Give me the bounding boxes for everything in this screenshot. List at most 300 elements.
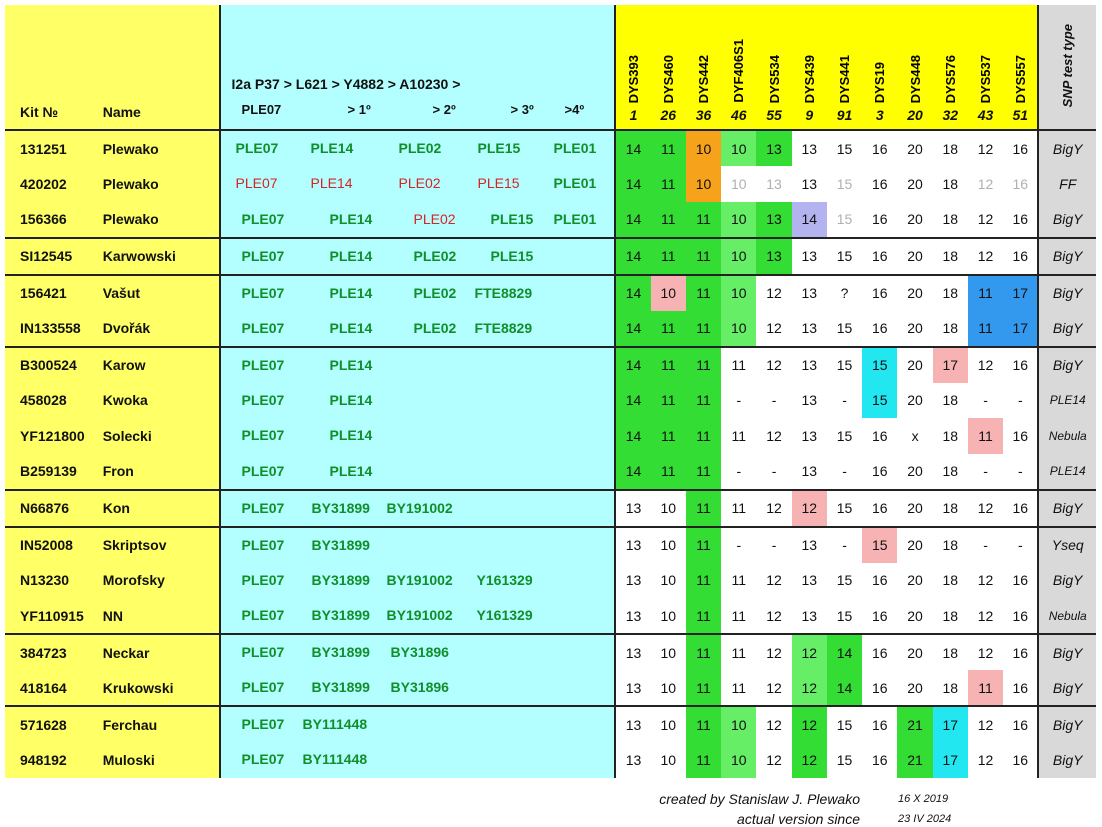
marker-mutation-rank: 9 <box>805 107 814 123</box>
str-value: 18 <box>942 427 959 444</box>
table-row <box>5 202 1096 238</box>
table-row <box>5 527 1096 563</box>
str-value: 11 <box>651 383 686 419</box>
snp-path <box>220 598 616 634</box>
str-value: 11 <box>686 598 721 634</box>
str-value: 13 <box>801 463 818 479</box>
snp-label: PLE07 <box>241 462 285 479</box>
str-value: 11 <box>731 679 747 696</box>
snp-label: BY31896 <box>390 644 449 660</box>
level-label-2: > 2º <box>432 102 456 117</box>
str-value: 16 <box>862 275 897 311</box>
str-value: 20 <box>907 463 923 479</box>
snp-label: PLE14 <box>329 391 373 408</box>
str-value: 13 <box>801 607 818 624</box>
table-row <box>5 275 1096 311</box>
str-value: 13 <box>801 427 818 444</box>
str-value: 20 <box>897 527 932 563</box>
str-value: 12 <box>977 751 994 768</box>
snp-label: PLE07 <box>241 644 285 660</box>
table-row <box>5 418 1096 454</box>
str-value: 16 <box>862 490 897 527</box>
snp-label: BY31899 <box>311 499 370 516</box>
str-value: x <box>911 427 919 444</box>
str-value: 16 <box>1003 347 1038 383</box>
str-value: 12 <box>766 320 782 336</box>
str-value: 12 <box>792 634 827 670</box>
str-value: 15 <box>862 383 897 419</box>
str-value: 10 <box>721 311 756 347</box>
snp-path <box>220 418 616 454</box>
str-value: 16 <box>872 607 888 624</box>
str-value: 17 <box>1003 275 1038 311</box>
marker-header-7 <box>862 5 897 130</box>
created-date: 16 X 2019 <box>898 793 949 805</box>
str-value: 17 <box>1003 311 1038 347</box>
str-value: 20 <box>897 490 932 527</box>
str-value: 20 <box>907 679 923 696</box>
snp-test-type-label: SNP test type <box>1060 23 1076 108</box>
str-value: 13 <box>801 572 818 589</box>
str-value: 12 <box>756 275 791 311</box>
snp-label: Y161329 <box>476 571 533 588</box>
marker-mutation-rank: 46 <box>731 107 747 123</box>
str-value: 16 <box>1003 706 1038 742</box>
snp-test-type: BigY <box>1038 490 1096 527</box>
str-value: 18 <box>933 275 968 311</box>
str-value: ? <box>827 275 862 311</box>
snp-label: PLE07 <box>241 571 285 588</box>
kit-number: YF121800 <box>5 418 103 454</box>
str-value: 11 <box>686 202 721 238</box>
snp-label: FTE8829 <box>474 284 533 301</box>
snp-label: BY191002 <box>386 499 453 516</box>
member-name: Karwowski <box>103 238 220 275</box>
str-value: 11 <box>686 634 721 670</box>
str-value: 10 <box>721 202 756 238</box>
snp-path <box>220 490 616 527</box>
snp-path-header <box>220 5 616 130</box>
str-value: 11 <box>686 490 721 527</box>
table-row <box>5 706 1096 742</box>
snp-test-type: BigY <box>1038 563 1096 599</box>
snp-label: PLE07 <box>241 716 285 732</box>
str-value: - <box>1003 527 1038 563</box>
member-name: Plewako <box>103 202 220 238</box>
str-value: 11 <box>686 383 721 419</box>
str-value: 20 <box>907 572 923 589</box>
level-label-0: PLE07 <box>241 102 282 117</box>
str-value: 14 <box>827 634 862 670</box>
marker-header-8 <box>897 5 932 130</box>
snp-label: BY31899 <box>311 644 370 660</box>
str-value: - <box>756 527 791 563</box>
snp-path <box>220 238 616 275</box>
str-value: - <box>842 392 847 409</box>
member-name: Skriptsov <box>103 527 220 563</box>
str-value: 18 <box>942 175 959 192</box>
snp-label: Y161329 <box>476 607 533 623</box>
str-value: 15 <box>827 490 862 527</box>
str-value: 15 <box>862 527 897 563</box>
snp-test-type: Nebula <box>1038 418 1096 454</box>
kit-number: 418164 <box>5 670 103 706</box>
kit-number: IN133558 <box>5 311 103 347</box>
snp-label: PLE07 <box>241 284 285 301</box>
str-value: 13 <box>615 490 650 527</box>
marker-mutation-rank: 32 <box>942 107 959 123</box>
kit-number: SI12545 <box>5 238 103 275</box>
str-value: 16 <box>872 463 888 479</box>
snp-test-type: BigY <box>1038 634 1096 670</box>
str-value: 13 <box>756 130 791 166</box>
snp-label: BY31899 <box>311 536 370 553</box>
snp-label: PLE14 <box>310 140 354 156</box>
str-value: 11 <box>721 490 756 527</box>
member-name: NN <box>103 598 220 634</box>
member-name: Vašut <box>103 275 220 311</box>
table-row <box>5 634 1096 670</box>
str-value: 12 <box>968 634 1003 670</box>
str-value: 13 <box>801 392 818 409</box>
str-value: 11 <box>721 634 756 670</box>
snp-label: BY111448 <box>302 716 368 732</box>
str-value: 10 <box>660 607 677 624</box>
snp-path <box>220 634 616 670</box>
str-value: 14 <box>615 275 650 311</box>
str-value: 10 <box>721 130 756 166</box>
str-value: 10 <box>660 572 677 589</box>
marker-header-11 <box>1003 5 1038 130</box>
kit-number: N13230 <box>5 563 103 599</box>
str-value: 15 <box>836 607 853 624</box>
snp-label: BY191002 <box>386 607 453 623</box>
str-value: 13 <box>766 175 782 192</box>
str-value: 11 <box>686 454 721 490</box>
member-name: Kwoka <box>103 383 220 419</box>
str-value: 11 <box>686 670 721 706</box>
str-value: 13 <box>615 634 650 670</box>
marker-mutation-rank: 51 <box>1012 107 1029 123</box>
str-value: 11 <box>968 275 1003 311</box>
str-value: 14 <box>615 202 650 238</box>
str-value: 10 <box>686 166 721 202</box>
table-row <box>5 490 1096 527</box>
snp-test-type: BigY <box>1038 311 1096 347</box>
str-value: 11 <box>968 418 1003 454</box>
snp-label: PLE07 <box>241 247 285 264</box>
table-row <box>5 742 1096 778</box>
snp-label: BY31899 <box>311 607 370 623</box>
str-value: 16 <box>1012 211 1029 227</box>
kit-number: N66876 <box>5 490 103 527</box>
member-name: Neckar <box>103 634 220 670</box>
str-value: 11 <box>686 706 721 742</box>
str-value: 20 <box>897 275 932 311</box>
str-value: 16 <box>862 706 897 742</box>
snp-test-type: Yseq <box>1038 527 1096 563</box>
member-name: Solecki <box>103 418 220 454</box>
marker-name: DYS393 <box>626 54 642 103</box>
str-value: 12 <box>968 130 1003 166</box>
kit-number: B259139 <box>5 454 103 490</box>
marker-header-1 <box>651 5 686 130</box>
snp-label: PLE07 <box>241 356 285 373</box>
str-value: 20 <box>897 238 932 275</box>
str-value: 13 <box>625 679 642 696</box>
str-value: 12 <box>756 347 791 383</box>
str-value: 18 <box>933 527 968 563</box>
snp-path <box>220 311 616 347</box>
snp-label: PLE02 <box>413 284 457 301</box>
marker-name: DYS448 <box>907 54 923 103</box>
str-value: 21 <box>897 706 932 742</box>
str-value: 17 <box>933 706 968 742</box>
str-value: 14 <box>615 347 650 383</box>
snp-label: BY191002 <box>386 571 453 588</box>
member-name: Plewako <box>103 130 220 166</box>
str-value: 16 <box>872 751 888 768</box>
marker-name: DYS19 <box>872 61 888 103</box>
table-row <box>5 311 1096 347</box>
snp-test-type: BigY <box>1038 706 1096 742</box>
str-value: 13 <box>625 572 642 589</box>
str-value: 16 <box>1012 607 1029 624</box>
str-value: 14 <box>615 383 650 419</box>
str-value: 18 <box>933 130 968 166</box>
marker-header-9 <box>933 5 968 130</box>
str-value: - <box>842 463 847 479</box>
str-value: - <box>983 463 988 479</box>
str-value: 12 <box>792 742 827 778</box>
snp-test-type: BigY <box>1038 275 1096 311</box>
marker-name: DYS534 <box>766 54 782 103</box>
snp-path <box>220 706 616 742</box>
str-value: 16 <box>1012 751 1029 768</box>
str-value: 15 <box>827 238 862 275</box>
snp-path <box>220 275 616 311</box>
str-value: 10 <box>721 706 756 742</box>
str-value: 15 <box>836 751 853 768</box>
str-value: 20 <box>907 175 923 192</box>
str-value: 10 <box>651 634 686 670</box>
marker-mutation-rank: 36 <box>695 107 712 123</box>
table-row <box>5 238 1096 275</box>
str-value: 13 <box>792 347 827 383</box>
snp-label: PLE01 <box>553 140 597 156</box>
str-value: 20 <box>897 130 932 166</box>
str-value: 18 <box>942 392 959 409</box>
str-value: 11 <box>651 238 686 275</box>
str-value: 11 <box>686 275 721 311</box>
str-value: 14 <box>615 238 650 275</box>
str-value: 11 <box>731 607 747 624</box>
snp-label: PLE14 <box>329 210 373 227</box>
marker-header-0 <box>615 5 650 130</box>
str-value: 10 <box>731 175 747 192</box>
str-value: 11 <box>968 670 1003 706</box>
snp-label: PLE02 <box>398 175 441 192</box>
table-row <box>5 454 1096 490</box>
table-row <box>5 383 1096 419</box>
snp-test-type: BigY <box>1038 742 1096 778</box>
marker-header-4 <box>756 5 791 130</box>
str-value: 10 <box>660 751 677 768</box>
snp-label: PLE07 <box>241 679 285 695</box>
marker-mutation-rank: 3 <box>875 107 884 123</box>
marker-name: DYS557 <box>1012 54 1028 103</box>
kit-number: IN52008 <box>5 527 103 563</box>
kit-number: YF110915 <box>5 598 103 634</box>
table-row <box>5 670 1096 706</box>
str-value: 20 <box>907 320 923 336</box>
str-value: 11 <box>686 527 721 563</box>
str-value: 13 <box>756 202 791 238</box>
kit-number: 948192 <box>5 742 103 778</box>
snp-test-type: PLE14 <box>1038 383 1096 419</box>
str-value: 10 <box>660 679 677 696</box>
snp-label: PLE07 <box>235 175 278 192</box>
str-value: - <box>771 463 777 479</box>
snp-path <box>220 166 616 202</box>
str-value: 10 <box>721 238 756 275</box>
str-value: 12 <box>766 607 782 624</box>
snp-label: BY31899 <box>311 679 370 695</box>
marker-name: DYS537 <box>978 54 994 103</box>
level-label-3: > 3º <box>510 102 534 117</box>
str-value: 12 <box>792 490 827 527</box>
str-value: 14 <box>615 311 650 347</box>
str-value: 12 <box>977 572 994 589</box>
str-value: 12 <box>766 427 782 444</box>
haplotype-table <box>5 5 1096 778</box>
snp-test-type: PLE14 <box>1038 454 1096 490</box>
str-value: 12 <box>756 490 791 527</box>
str-value: 18 <box>933 238 968 275</box>
snp-test-type: Nebula <box>1038 598 1096 634</box>
str-value: 11 <box>731 427 747 444</box>
str-value: 16 <box>872 320 888 336</box>
marker-mutation-rank: 55 <box>766 107 782 123</box>
str-value: 15 <box>836 175 853 192</box>
str-value: 18 <box>942 463 959 479</box>
snp-path <box>220 202 616 238</box>
snp-label: PLE07 <box>235 140 279 156</box>
str-value: 12 <box>766 679 782 696</box>
kit-number: 571628 <box>5 706 103 742</box>
str-value: 15 <box>836 211 853 227</box>
kit-number: 458028 <box>5 383 103 419</box>
str-value: 12 <box>756 634 791 670</box>
str-value: 11 <box>721 347 756 383</box>
str-value: 16 <box>1012 175 1029 192</box>
str-value: 14 <box>615 418 650 454</box>
str-value: 18 <box>933 490 968 527</box>
version-text: actual version since <box>737 811 860 827</box>
version-date: 23 IV 2024 <box>898 813 952 825</box>
table-row <box>5 598 1096 634</box>
str-value: 16 <box>1003 130 1038 166</box>
str-value: 16 <box>1003 238 1038 275</box>
str-value: 12 <box>792 706 827 742</box>
str-value: 16 <box>862 130 897 166</box>
str-value: 15 <box>827 706 862 742</box>
snp-label: PLE15 <box>477 140 521 156</box>
str-value: 16 <box>862 634 897 670</box>
str-value: 12 <box>968 706 1003 742</box>
str-value: 12 <box>968 347 1003 383</box>
snp-label: PLE01 <box>553 210 597 227</box>
member-name: Plewako <box>103 166 220 202</box>
member-name: Ferchau <box>103 706 220 742</box>
kit-column-header: Kit № <box>5 5 103 130</box>
str-value: 16 <box>1012 679 1029 696</box>
marker-mutation-rank: 91 <box>836 107 853 123</box>
str-value: 11 <box>686 742 721 778</box>
level-label-4: >4º <box>564 102 585 117</box>
marker-name: DYS460 <box>660 54 676 103</box>
str-value: 20 <box>907 607 923 624</box>
str-value: 14 <box>792 202 827 238</box>
str-value: 11 <box>731 572 747 589</box>
snp-label: PLE07 <box>241 319 285 336</box>
snp-label: PLE14 <box>329 462 373 479</box>
str-value: 12 <box>977 211 994 227</box>
str-value: - <box>1017 392 1023 409</box>
snp-path <box>220 742 616 778</box>
snp-label: PLE07 <box>241 536 285 553</box>
snp-label: PLE14 <box>329 356 373 373</box>
kit-number: 156421 <box>5 275 103 311</box>
snp-path <box>220 454 616 490</box>
str-value: 12 <box>968 490 1003 527</box>
snp-label: PLE02 <box>413 319 457 336</box>
str-value: 16 <box>872 679 888 696</box>
table-row <box>5 130 1096 166</box>
str-value: 11 <box>651 347 686 383</box>
marker-name: DYS442 <box>696 54 712 103</box>
snp-label: PLE02 <box>413 247 457 264</box>
str-value: - <box>736 463 742 479</box>
marker-name: DYS576 <box>942 54 958 103</box>
str-value: 20 <box>897 634 932 670</box>
marker-header-10 <box>968 5 1003 130</box>
level-label-1: > 1º <box>347 102 371 117</box>
str-value: 14 <box>615 166 650 202</box>
snp-test-type: BigY <box>1038 202 1096 238</box>
str-value: 15 <box>836 320 853 336</box>
snp-label: PLE07 <box>241 427 285 444</box>
snp-test-type: BigY <box>1038 130 1096 166</box>
str-value: 16 <box>1003 490 1038 527</box>
str-value: 16 <box>1012 572 1029 589</box>
member-name: Morofsky <box>103 563 220 599</box>
table-row <box>5 563 1096 599</box>
str-value: 14 <box>827 670 862 706</box>
snp-test-type: BigY <box>1038 238 1096 275</box>
str-value: 11 <box>686 563 721 599</box>
str-value: 20 <box>907 392 923 409</box>
str-value: 18 <box>942 211 959 227</box>
member-name: Muloski <box>103 742 220 778</box>
str-value: 13 <box>801 175 818 192</box>
str-value: 11 <box>651 454 686 490</box>
member-name: Fron <box>103 454 220 490</box>
str-value: 16 <box>872 572 888 589</box>
marker-mutation-rank: 20 <box>907 107 923 123</box>
kit-number: 384723 <box>5 634 103 670</box>
marker-mutation-rank: 1 <box>629 107 638 123</box>
